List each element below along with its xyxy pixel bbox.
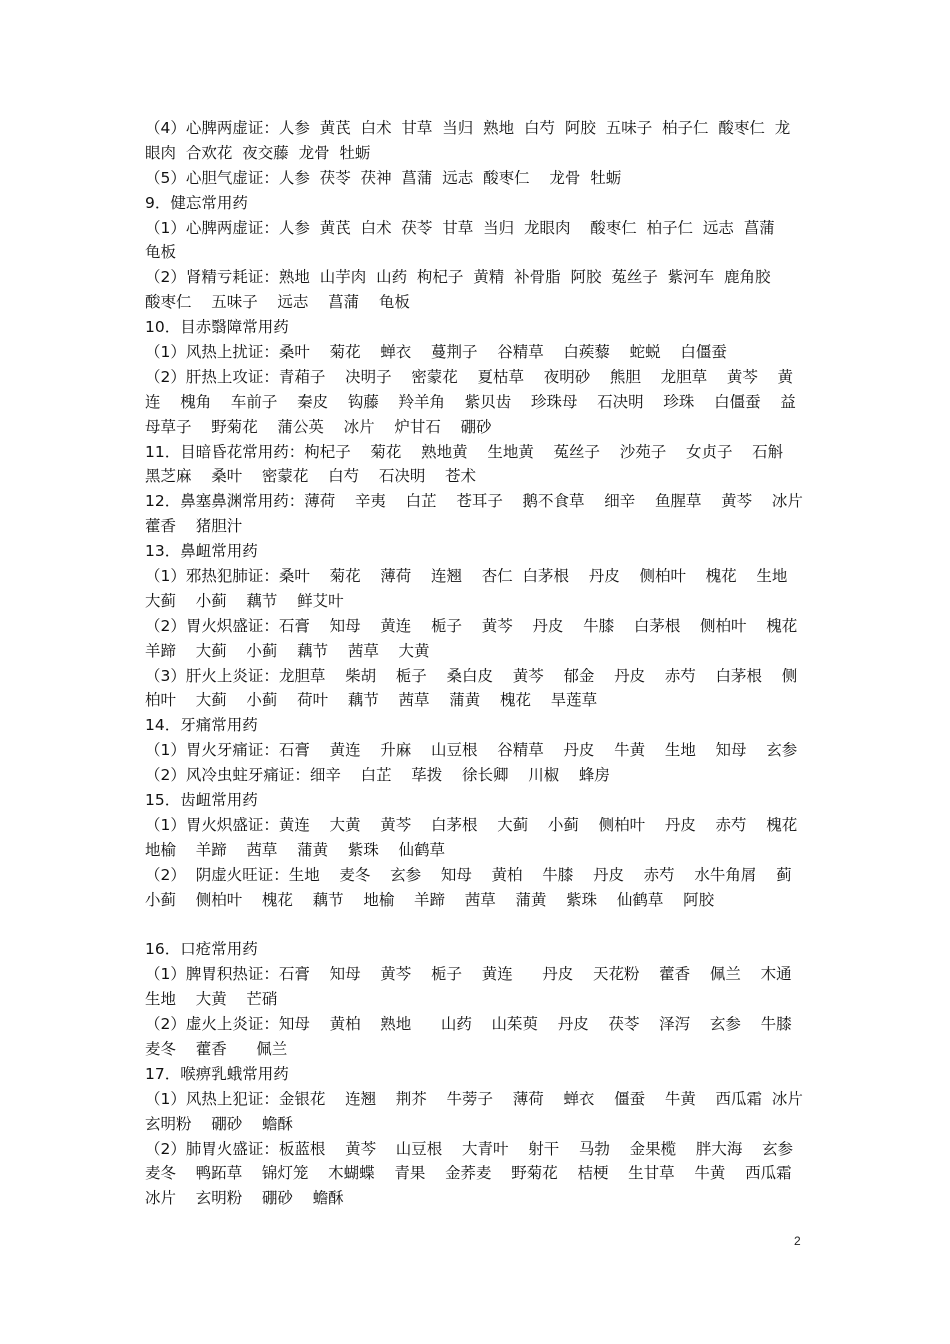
- text-line: 麦冬 藿香 佩兰: [145, 1039, 288, 1058]
- text-line: （1）邪热犯肺证：桑叶 菊花 薄荷 连翘 杏仁 白茅根 丹皮 侧柏叶 槐花 生地: [145, 567, 788, 586]
- text-line: 眼肉 合欢花 夜交藤 龙骨 牡蛎: [145, 143, 371, 162]
- section-heading: 11．目暗昏花常用药：枸杞子 菊花 熟地黄 生地黄 菟丝子 沙苑子 女贞子 石斛: [145, 442, 784, 461]
- section-heading: 15．齿衄常用药: [145, 791, 258, 810]
- text-line: （2）虚火上炎证：知母 黄柏 熟地 山药 山茱萸 丹皮 茯苓 泽泻 玄参 牛膝: [145, 1015, 792, 1034]
- text-line: 酸枣仁 五味子 远志 菖蒲 龟板: [145, 293, 410, 312]
- text-line: 龟板: [145, 243, 177, 262]
- text-line: 母草子 野菊花 蒲公英 冰片 炉甘石 硼砂: [145, 417, 492, 436]
- text-line: （1）脾胃积热证：石膏 知母 黄芩 栀子 黄连 丹皮 天花粉 藿香 佩兰 木通: [145, 965, 792, 984]
- section-heading: 9．健忘常用药: [145, 193, 248, 212]
- text-line: 连 槐角 车前子 秦皮 钩藤 羚羊角 紫贝齿 珍珠母 石决明 珍珠 白僵蚕 益: [145, 392, 796, 411]
- text-line: （3）肝火上炎证：龙胆草 柴胡 栀子 桑白皮 黄芩 郁金 丹皮 赤芍 白茅根 侧: [145, 666, 798, 685]
- text-line: 大蓟 小蓟 藕节 鲜艾叶: [145, 591, 344, 610]
- blank-line: [145, 913, 810, 938]
- document-body: [145, 116, 810, 1211]
- text-line: （2）胃火炽盛证：石膏 知母 黄连 栀子 黄芩 丹皮 牛膝 白茅根 侧柏叶 槐花: [145, 616, 798, 635]
- text-line: （1）胃火炽盛证：黄连 大黄 黄芩 白茅根 大蓟 小蓟 侧柏叶 丹皮 赤芍 槐花: [145, 815, 798, 834]
- text-line: 玄明粉 硼砂 蟾酥: [145, 1114, 293, 1133]
- text-line: 地榆 羊蹄 茜草 蒲黄 紫珠 仙鹤草: [145, 840, 446, 859]
- section-heading: 14．牙痛常用药: [145, 716, 258, 735]
- text-line: 小蓟 侧柏叶 槐花 藕节 地榆 羊蹄 茜草 蒲黄 紫珠 仙鹤草 阿胶: [145, 890, 715, 909]
- text-line: 柏叶 大蓟 小蓟 荷叶 藕节 茜草 蒲黄 槐花 旱莲草: [145, 691, 598, 710]
- text-line: （2）肺胃火盛证：板蓝根 黄芩 山豆根 大青叶 射干 马勃 金果榄 胖大海 玄参: [145, 1139, 794, 1158]
- text-line: （1）心脾两虚证：人参 黄芪 白术 茯苓 甘草 当归 龙眼肉 酸枣仁 柏子仁 远志 菖蒲: [145, 218, 775, 237]
- section-heading: 13．鼻衄常用药: [145, 542, 258, 561]
- text-line: 冰片 玄明粉 硼砂 蟾酥: [145, 1189, 344, 1208]
- text-line: （4）心脾两虚证：人参 黄芪 白术 甘草 当归 熟地 白芍 阿胶 五味子 柏子仁 酸枣仁 龙: [145, 119, 791, 137]
- text-line: （1）风热上犯证：金银花 连翘 荆芥 牛蒡子 薄荷 蝉衣 僵蚕 牛黄 西瓜霜 冰片: [145, 1089, 803, 1108]
- section-heading: 16．口疮常用药: [145, 940, 258, 959]
- section-heading: 10．目赤翳障常用药: [145, 318, 289, 337]
- text-line: （5）心胆气虚证：人参 茯苓 茯神 菖蒲 远志 酸枣仁 龙骨 牡蛎: [145, 168, 622, 187]
- text-line: （2）风冷虫蛀牙痛证：细辛 白芷 荜拨 徐长卿 川椒 蜂房: [145, 766, 610, 785]
- page-number: 2: [794, 1234, 801, 1248]
- text-line: （2）肾精亏耗证：熟地 山芋肉 山药 枸杞子 黄精 补骨脂 阿胶 菟丝子 紫河车 鹿角胶: [145, 268, 771, 287]
- text-line: （1）胃火牙痛证：石膏 黄连 升麻 山豆根 谷精草 丹皮 牛黄 生地 知母 玄参: [145, 741, 798, 760]
- section-heading: 17．喉痹乳蛾常用药: [145, 1064, 289, 1083]
- text-line: （1）风热上扰证：桑叶 菊花 蝉衣 蔓荆子 谷精草 白蒺藜 蛇蜕 白僵蚕: [145, 343, 727, 362]
- text-line: （2）肝热上攻证：青葙子 决明子 密蒙花 夏枯草 夜明砂 熊胆 龙胆草 黄芩 黄: [145, 367, 794, 386]
- text-line: 黑芝麻 桑叶 密蒙花 白芍 石决明 苍术: [145, 467, 477, 486]
- section-heading: 12．鼻塞鼻渊常用药：薄荷 辛夷 白芷 苍耳子 鹅不食草 细辛 鱼腥草 黄芩 冰片: [145, 492, 803, 511]
- text-line: 藿香 猪胆汁: [145, 517, 243, 536]
- text-line: 麦冬 鸭跖草 锦灯笼 木蝴蝶 青果 金荞麦 野菊花 桔梗 生甘草 牛黄 西瓜霜: [145, 1164, 792, 1183]
- text-line: 生地 大黄 芒硝: [145, 990, 278, 1009]
- text-line: 羊蹄 大蓟 小蓟 藕节 茜草 大黄: [145, 641, 430, 660]
- text-line: （2） 阴虚火旺证：生地 麦冬 玄参 知母 黄柏 牛膝 丹皮 赤芍 水牛角屑 蓟: [145, 865, 792, 884]
